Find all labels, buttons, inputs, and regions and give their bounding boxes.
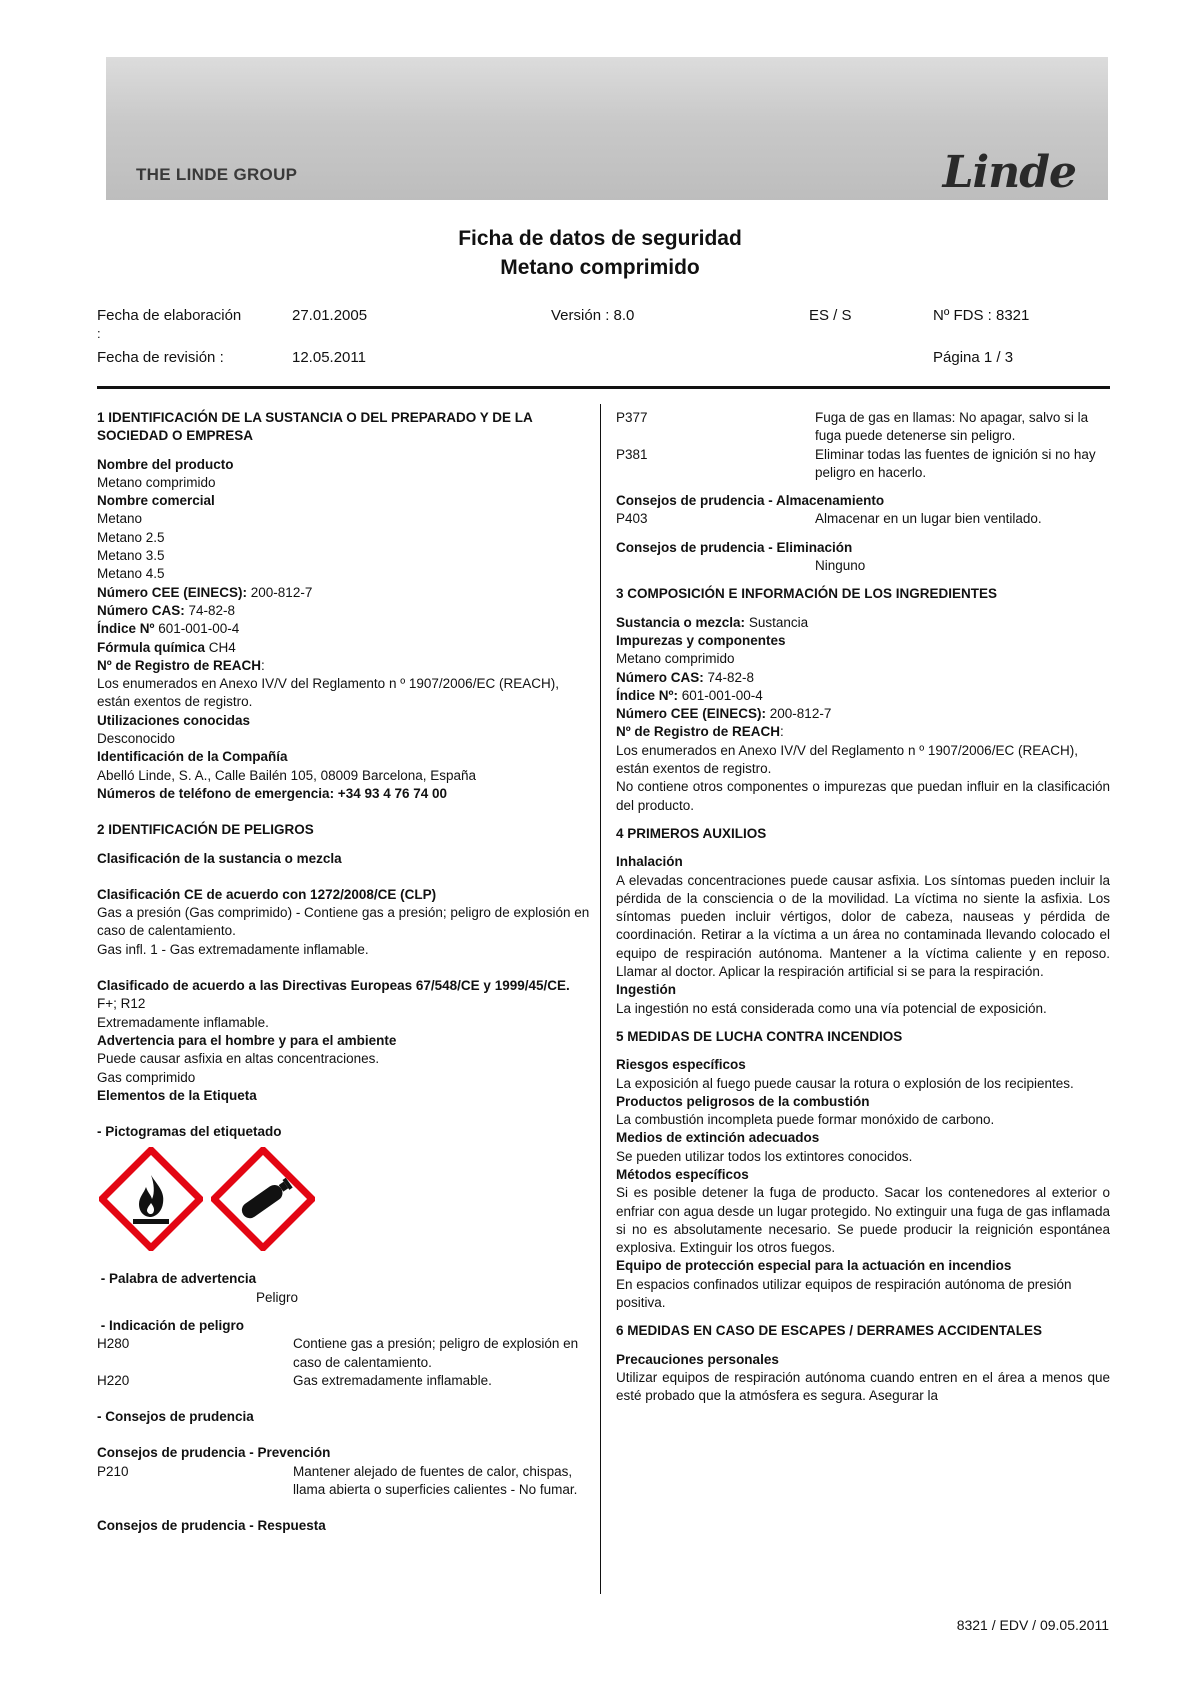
clasificacion-label: Clasificación de la sustancia o mezcla bbox=[97, 850, 342, 866]
precaution-text: Fuga de gas en llamas: No apagar, salvo si la fuga puede detenerse sin peligro. bbox=[815, 410, 1089, 444]
country-code: ES / S bbox=[809, 307, 852, 324]
numero-cas: Número CAS: 74-82-8 bbox=[616, 669, 755, 685]
palabra-value: Peligro bbox=[256, 1289, 299, 1305]
clp-label: Clasificación CE de acuerdo con 1272/2008/CE (CLP) bbox=[97, 886, 437, 902]
nombre-comercial-label: Nombre comercial bbox=[97, 493, 215, 509]
pictogramas-label: - Pictogramas del etiquetado bbox=[97, 1124, 282, 1140]
numero-cas: Número CAS: 74-82-8 bbox=[97, 602, 236, 618]
flame-icon bbox=[99, 1147, 203, 1251]
left-column bbox=[97, 409, 590, 1536]
comercial-item: Metano 4.5 bbox=[97, 566, 165, 582]
elementos-label: Elementos de la Etiqueta bbox=[97, 1087, 257, 1103]
clp-text-2: Gas infl. 1 - Gas extremadamente inflamable. bbox=[97, 941, 369, 957]
ingestion-label: Ingestión bbox=[616, 982, 676, 998]
no-contiene: No contiene otros componentes o impurezas que puedan influir en la clasificación del producto. bbox=[616, 779, 1110, 813]
reach-text: Los enumerados en Anexo IV/V del Reglamento n º 1907/2006/EC (REACH), están exentos de registro. bbox=[97, 676, 559, 710]
linde-logo: Linde bbox=[942, 147, 1076, 198]
advertencia-1: Puede causar asfixia en altas concentraciones. bbox=[97, 1051, 380, 1067]
group-name: THE LINDE GROUP bbox=[136, 165, 298, 184]
reach-label: Nº de Registro de REACH: bbox=[97, 657, 265, 673]
eliminacion-label: Consejos de prudencia - Eliminación bbox=[616, 539, 853, 555]
fds-number: Nº FDS : 8321 bbox=[933, 307, 1030, 324]
almacenamiento-label: Consejos de prudencia - Almacenamiento bbox=[616, 493, 885, 509]
reach-text: Los enumerados en Anexo IV/V del Reglamento n º 1907/2006/EC (REACH), están exentos de registro. bbox=[616, 742, 1078, 777]
reach-label: Nº de Registro de REACH: bbox=[616, 724, 784, 740]
section-4-title: 4 PRIMEROS AUXILIOS bbox=[616, 825, 767, 841]
riesgos-text: La exposición al fuego puede causar la rotura o explosión de los recipientes. bbox=[616, 1075, 1074, 1091]
hazard-row bbox=[97, 1372, 590, 1390]
precaution-text: Eliminar todas las fuentes de ignición si no hay peligro en hacerlo. bbox=[815, 446, 1096, 480]
equipo-text: En espacios confinados utilizar equipos de respiración autónoma de presión positiva. bbox=[616, 1276, 1072, 1311]
inhalacion-text: A elevadas concentraciones puede causar asfixia. Los síntomas pueden incluir la pérdida de la consciencia o de la movilidad. La víctima no siente la asfixia. Los síntomas pueden incluir vértigos, dolor de cabeza, nauseas y pérdida de coordinación. Retirar a la víctima a un área no contaminada llevando colocado el equipo de respiración autónoma. Mantener a la víctima caliente y en reposo. Llamar al doctor. Aplicar la respiración artificial si se para la respiración. bbox=[616, 872, 1110, 980]
precauciones-text: Utilizar equipos de respiración autónoma cuando entren en el área a menos que esté probado que la atmósfera es segura. Asegurar la bbox=[616, 1369, 1110, 1404]
precaution-code: P403 bbox=[616, 511, 648, 527]
section-2-title: 2 IDENTIFICACIÓN DE PELIGROS bbox=[97, 822, 314, 838]
consejos-label: - Consejos de prudencia bbox=[97, 1409, 254, 1425]
eliminacion-value: Ninguno bbox=[815, 558, 866, 574]
section-1-title: 1 IDENTIFICACIÓN DE LA SUSTANCIA O DEL PREPARADO Y DE LA SOCIEDAD O EMPRESA bbox=[97, 410, 533, 444]
fecha-elaboracion-colon: : bbox=[97, 326, 101, 341]
formula-quimica: Fórmula química CH4 bbox=[97, 639, 236, 655]
riesgos-label: Riesgos específicos bbox=[616, 1057, 746, 1073]
precaution-row bbox=[616, 446, 1110, 483]
respuesta-label: Consejos de prudencia - Respuesta bbox=[97, 1518, 326, 1534]
palabra-label: - Palabra de advertencia bbox=[100, 1271, 257, 1287]
column-divider bbox=[600, 404, 601, 1594]
medios-label: Medios de extinción adecuados bbox=[616, 1130, 820, 1146]
comercial-item: Metano bbox=[97, 511, 143, 527]
precaution-code: P377 bbox=[616, 410, 648, 425]
header-rule bbox=[97, 386, 1110, 389]
hazard-code: H280 bbox=[97, 1336, 130, 1352]
precaution-text: Mantener alejado de fuentes de calor, chispas, llama abierta o superficies calientes - No fumar. bbox=[293, 1463, 578, 1498]
directivas-2: Extremadamente inflamable. bbox=[97, 1014, 269, 1030]
precaution-text: Almacenar en un lugar bien ventilado. bbox=[815, 511, 1042, 527]
medios-text: Se pueden utilizar todos los extintores conocidos. bbox=[616, 1148, 913, 1164]
impurezas-value: Metano comprimido bbox=[616, 651, 735, 667]
comercial-item: Metano 2.5 bbox=[97, 529, 165, 545]
usos-value: Desconocido bbox=[97, 731, 176, 747]
indice: Índice Nº: 601-001-00-4 bbox=[616, 687, 763, 703]
indice: Índice Nº 601-001-00-4 bbox=[97, 621, 240, 637]
section-3-title: 3 COMPOSICIÓN E INFORMACIÓN DE LOS INGREDIENTES bbox=[616, 586, 998, 602]
document-title bbox=[0, 224, 1200, 282]
metodos-text: Si es posible detener la fuga de producto. Sacar los contenedores al exterior o enfriar con agua desde un lugar protegido. No extinguir una fuga de gas inflamada si no es absolutamente necesario. Se puede producir la reignición espontánea explosiva. Extinguir los otros fuegos. bbox=[616, 1185, 1110, 1256]
indicacion-label: - Indicación de peligro bbox=[100, 1317, 245, 1333]
sustancia: Sustancia o mezcla: Sustancia bbox=[616, 614, 809, 630]
precauciones-label: Precauciones personales bbox=[616, 1351, 779, 1367]
title-line-1: Ficha de datos de seguridad bbox=[458, 227, 742, 250]
equipo-label: Equipo de protección especial para la actuación en incendios bbox=[616, 1258, 1012, 1274]
right-column bbox=[616, 409, 1110, 1406]
hazard-code: H220 bbox=[97, 1372, 130, 1388]
impurezas-label: Impurezas y componentes bbox=[616, 632, 786, 648]
clp-text-1: Gas a presión (Gas comprimido) - Contiene gas a presión; peligro de explosión en caso de calentamiento. bbox=[97, 905, 590, 939]
precaution-row bbox=[97, 1463, 590, 1500]
footer-code: 8321 / EDV / 09.05.2011 bbox=[956, 1617, 1109, 1633]
numero-cee: Número CEE (EINECS): 200-812-7 bbox=[616, 706, 832, 722]
hazard-text: Contiene gas a presión; peligro de explosión en caso de calentamiento. bbox=[293, 1336, 579, 1370]
compania-label: Identificación de la Compañía bbox=[97, 749, 288, 765]
directivas-1: F+; R12 bbox=[97, 996, 146, 1012]
header-banner bbox=[106, 57, 1108, 200]
precaution-row bbox=[616, 409, 1110, 446]
pictograms bbox=[99, 1147, 590, 1252]
inhalacion-label: Inhalación bbox=[616, 854, 683, 870]
hazard-text: Gas extremadamente inflamable. bbox=[293, 1372, 492, 1388]
section-5-title: 5 MEDIDAS DE LUCHA CONTRA INCENDIOS bbox=[616, 1028, 903, 1044]
fecha-revision-value: 12.05.2011 bbox=[292, 349, 366, 366]
version: Versión : 8.0 bbox=[551, 307, 635, 324]
title-line-2: Metano comprimido bbox=[500, 256, 700, 279]
emergency-phone: Números de teléfono de emergencia: +34 93 4 76 74 00 bbox=[97, 785, 448, 801]
fecha-elaboracion-label: Fecha de elaboración bbox=[97, 307, 242, 324]
fecha-revision-label: Fecha de revisión : bbox=[97, 349, 224, 366]
numero-cee: Número CEE (EINECS): 200-812-7 bbox=[97, 584, 313, 600]
prevencion-label: Consejos de prudencia - Prevención bbox=[97, 1445, 331, 1461]
compania-value: Abelló Linde, S. A., Calle Bailén 105, 08009 Barcelona, España bbox=[97, 767, 477, 783]
section-6-title: 6 MEDIDAS EN CASO DE ESCAPES / DERRAMES ACCIDENTALES bbox=[616, 1323, 1043, 1339]
page-number: Página 1 / 3 bbox=[933, 349, 1014, 366]
directivas-label: Clasificado de acuerdo a las Directivas Europeas 67/548/CE y 1999/45/CE. bbox=[97, 978, 570, 994]
ingestion-text: La ingestión no está considerada como una vía potencial de exposición. bbox=[616, 1000, 1047, 1016]
nombre-producto-label: Nombre del producto bbox=[97, 456, 234, 472]
hazard-row bbox=[97, 1335, 590, 1372]
advertencia-label: Advertencia para el hombre y para el ambiente bbox=[97, 1032, 397, 1048]
precaution-code: P210 bbox=[97, 1463, 129, 1479]
precaution-row bbox=[616, 510, 1110, 528]
nombre-producto-value: Metano comprimido bbox=[97, 474, 216, 490]
fecha-elaboracion-value: 27.01.2005 bbox=[292, 307, 368, 324]
metodos-label: Métodos específicos bbox=[616, 1166, 749, 1182]
comercial-item: Metano 3.5 bbox=[97, 548, 165, 564]
gas-cylinder-icon bbox=[211, 1147, 315, 1251]
productos-label: Productos peligrosos de la combustión bbox=[616, 1093, 870, 1109]
advertencia-2: Gas comprimido bbox=[97, 1069, 196, 1085]
usos-label: Utilizaciones conocidas bbox=[97, 712, 251, 728]
precaution-code: P381 bbox=[616, 446, 648, 462]
productos-text: La combustión incompleta puede formar monóxido de carbono. bbox=[616, 1112, 995, 1128]
